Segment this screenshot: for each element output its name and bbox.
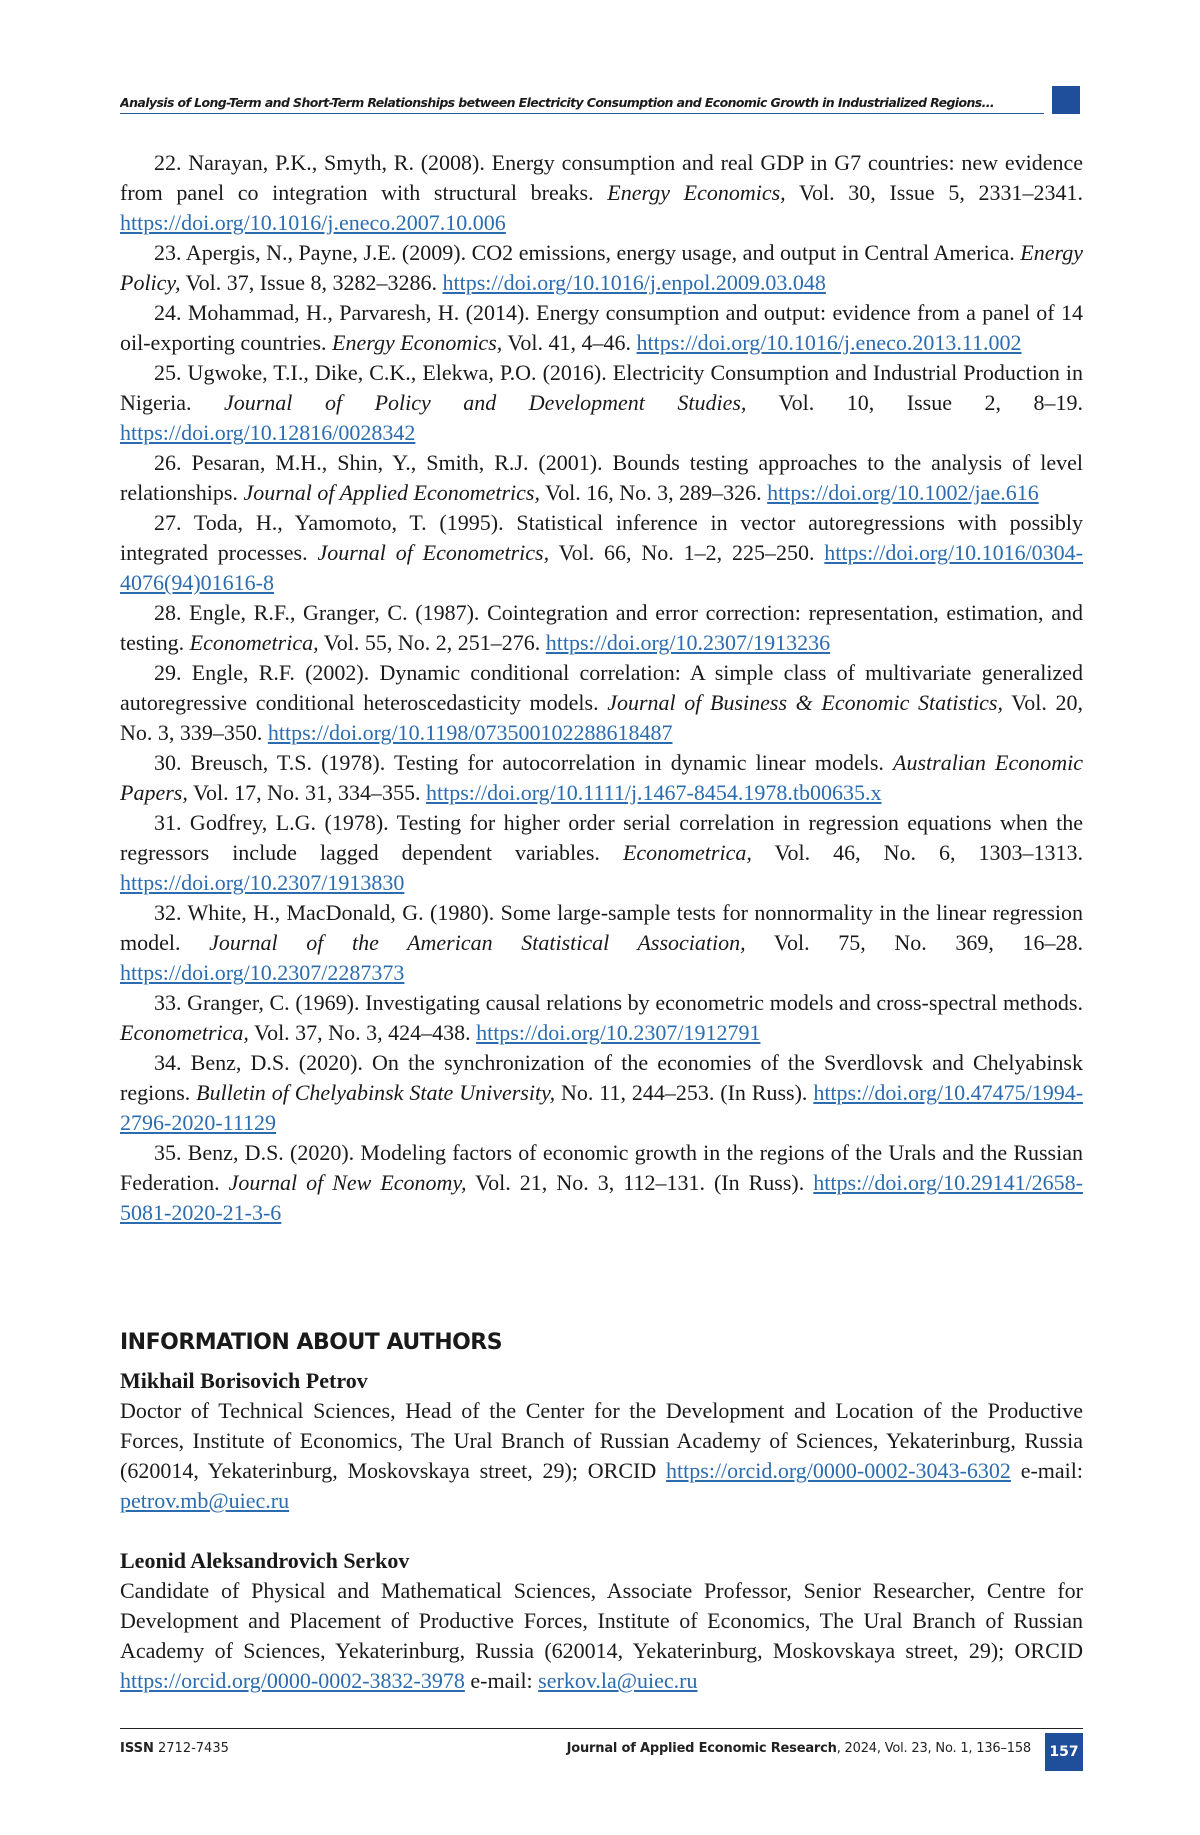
reference-authors-title: 34. Benz, D.S. (2020). On the synchronization of the economies of the Sverdlovsk and Chelyabinsk regions. — [120, 1050, 1083, 1105]
reference-journal: Journal of Business & Economic Statistics, — [607, 690, 1003, 715]
authors-section-heading: INFORMATION ABOUT AUTHORS — [120, 1330, 502, 1355]
reference-journal: Journal of the American Statistical Association, — [209, 930, 746, 955]
reference-journal: Journal of Applied Econometrics, — [243, 480, 540, 505]
reference-authors-title: 30. Breusch, T.S. (1978). Testing for autocorrelation in dynamic linear models. — [154, 750, 884, 775]
reference-doi-link[interactable]: https://doi.org/10.1111/j.1467-8454.1978.tb00635.x — [426, 780, 882, 805]
reference-item — [120, 358, 1083, 448]
author-name: Mikhail Borisovich Petrov — [120, 1366, 1083, 1396]
reference-journal: Econometrica, — [120, 1020, 249, 1045]
reference-details: Vol. 55, No. 2, 251–276. — [324, 630, 541, 655]
reference-details: Vol. 10, Issue 2, 8–19. — [779, 390, 1083, 415]
page-number: 157 — [1045, 1733, 1083, 1771]
issn-label: ISSN — [120, 1741, 154, 1756]
journal-citation — [567, 1733, 1031, 1756]
reference-authors-title: 22. Narayan, P.K., Smyth, R. (2008). Energy consumption and real GDP in G7 countries: new evidence from panel co integration with structural breaks. — [120, 150, 1083, 205]
author-bio — [120, 1576, 1083, 1696]
reference-item — [120, 238, 1083, 298]
reference-journal: Australian Economic Papers, — [120, 750, 1083, 805]
author-bio-text: Doctor of Technical Sciences, Head of the Center for the Development and Location of the Productive Forces, Institute of Economics, The Ural Branch of Russian Academy of Sciences, Yekaterinburg, Russia (620014, Yekaterinburg, Moskovskaya street, 29); ORCID — [120, 1398, 1083, 1483]
reference-authors-title: 27. Toda, H., Yamomoto, T. (1995). Statistical inference in vector autoregressions with possibly integrated processes. — [120, 510, 1083, 565]
reference-details: Vol. 41, 4–46. — [507, 330, 631, 355]
reference-doi-link[interactable]: https://doi.org/10.1016/0304-4076(94)01616-8 — [120, 540, 1083, 595]
reference-doi-link[interactable]: https://doi.org/10.2307/1913830 — [120, 870, 404, 895]
reference-details: Vol. 37, Issue 8, 3282–3286. — [186, 270, 437, 295]
reference-authors-title: 24. Mohammad, H., Parvaresh, H. (2014). Energy consumption and output: evidence from a panel of 14 oil-exporting countries. — [120, 300, 1083, 355]
reference-journal: Journal of New Economy, — [229, 1170, 467, 1195]
author-name: Leonid Aleksandrovich Serkov — [120, 1546, 1083, 1576]
reference-journal: Econometrica, — [623, 840, 752, 865]
reference-item — [120, 808, 1083, 898]
reference-doi-link[interactable]: https://doi.org/10.2307/2287373 — [120, 960, 404, 985]
reference-doi-link[interactable]: https://doi.org/10.2307/1913236 — [546, 630, 830, 655]
reference-item — [120, 658, 1083, 748]
reference-journal: Energy Economics, — [332, 330, 502, 355]
journal-name: Journal of Applied Economic Research — [567, 1741, 837, 1756]
reference-journal: Econometrica, — [190, 630, 319, 655]
author-entry — [120, 1546, 1083, 1696]
email-link[interactable]: serkov.la@uiec.ru — [538, 1668, 697, 1693]
reference-details: Vol. 20, No. 3, 339–350. — [120, 690, 1083, 745]
reference-doi-link[interactable]: https://doi.org/10.1016/j.enpol.2009.03.048 — [442, 270, 825, 295]
reference-details: Vol. 66, No. 1–2, 225–250. — [559, 540, 815, 565]
email-link[interactable]: petrov.mb@uiec.ru — [120, 1488, 289, 1513]
reference-journal: Journal of Policy and Development Studies, — [224, 390, 746, 415]
running-header — [120, 86, 1080, 114]
author-bio-text: Candidate of Physical and Mathematical Sciences, Associate Professor, Senior Researcher, Centre for Development and Placement of Productive Forces, Institute of Economics, The Ural Branch of Russian Academy of Sciences, Yekaterinburg, Russia (620014, Yekaterinburg, Moskovskaya street, 29); ORCID — [120, 1578, 1083, 1663]
reference-item — [120, 1048, 1083, 1138]
reference-doi-link[interactable]: https://doi.org/10.47475/1994-2796-2020-11129 — [120, 1080, 1083, 1135]
reference-details: Vol. 75, No. 369, 16–28. — [774, 930, 1083, 955]
reference-doi-link[interactable]: https://doi.org/10.1016/j.eneco.2007.10.006 — [120, 210, 506, 235]
reference-authors-title: 32. White, H., MacDonald, G. (1980). Some large-sample tests for nonnormality in the linear regression model. — [120, 900, 1083, 955]
orcid-link[interactable]: https://orcid.org/0000-0002-3043-6302 — [666, 1458, 1011, 1483]
page-footer — [120, 1728, 1083, 1771]
header-accent-square — [1052, 86, 1080, 114]
reference-item — [120, 298, 1083, 358]
reference-item — [120, 988, 1083, 1048]
reference-details: Vol. 37, No. 3, 424–438. — [254, 1020, 471, 1045]
reference-item — [120, 1138, 1083, 1228]
issn — [120, 1733, 567, 1756]
author-entry — [120, 1366, 1083, 1516]
email-label: e-mail: — [1021, 1458, 1083, 1483]
reference-doi-link[interactable]: https://doi.org/10.29141/2658-5081-2020-21-3-6 — [120, 1170, 1083, 1225]
reference-doi-link[interactable]: https://doi.org/10.2307/1912791 — [476, 1020, 760, 1045]
reference-authors-title: 25. Ugwoke, T.I., Dike, C.K., Elekwa, P.O. (2016). Electricity Consumption and Industrial Production in Nigeria. — [120, 360, 1083, 415]
reference-doi-link[interactable]: https://doi.org/10.1016/j.eneco.2013.11.002 — [637, 330, 1022, 355]
reference-details: Vol. 21, No. 3, 112–131. (In Russ). — [475, 1170, 804, 1195]
reference-item — [120, 598, 1083, 658]
author-bio — [120, 1396, 1083, 1516]
reference-details: Vol. 16, No. 3, 289–326. — [545, 480, 762, 505]
reference-journal: Energy Policy, — [120, 240, 1083, 295]
reference-item — [120, 748, 1083, 808]
issn-number: 2712-7435 — [158, 1741, 229, 1756]
reference-authors-title: 35. Benz, D.S. (2020). Modeling factors of economic growth in the regions of the Urals and the Russian Federation. — [120, 1140, 1083, 1195]
reference-item — [120, 448, 1083, 508]
reference-doi-link[interactable]: https://doi.org/10.1198/073500102288618487 — [268, 720, 673, 745]
reference-item — [120, 508, 1083, 598]
reference-authors-title: 26. Pesaran, M.H., Shin, Y., Smith, R.J. (2001). Bounds testing approaches to the analysis of level relationships. — [120, 450, 1083, 505]
reference-details: Vol. 17, No. 31, 334–355. — [193, 780, 421, 805]
reference-journal: Energy Economics, — [607, 180, 785, 205]
reference-details: Vol. 46, No. 6, 1303–1313. — [774, 840, 1083, 865]
reference-journal: Bulletin of Chelyabinsk State University, — [196, 1080, 555, 1105]
reference-authors-title: 33. Granger, C. (1969). Investigating causal relations by econometric models and cross-spectral methods. — [154, 990, 1083, 1015]
reference-details: No. 11, 244–253. (In Russ). — [561, 1080, 807, 1105]
orcid-link[interactable]: https://orcid.org/0000-0002-3832-3978 — [120, 1668, 465, 1693]
reference-doi-link[interactable]: https://doi.org/10.1002/jae.616 — [767, 480, 1039, 505]
running-title: Analysis of Long-Term and Short-Term Relationships between Electricity Consumption and Economic Growth in Industrialized Regions... — [120, 95, 1044, 114]
reference-details: Vol. 30, Issue 5, 2331–2341. — [799, 180, 1083, 205]
reference-authors-title: 29. Engle, R.F. (2002). Dynamic conditional correlation: A simple class of multivariate generalized autoregressive conditional heteroscedasticity models. — [120, 660, 1083, 715]
reference-authors-title: 31. Godfrey, L.G. (1978). Testing for higher order serial correlation in regression equations when the regressors include lagged dependent variables. — [120, 810, 1083, 865]
reference-journal: Journal of Econometrics, — [317, 540, 549, 565]
reference-item — [120, 148, 1083, 238]
reference-doi-link[interactable]: https://doi.org/10.12816/0028342 — [120, 420, 415, 445]
reference-authors-title: 23. Apergis, N., Payne, J.E. (2009). CO2 emissions, energy usage, and output in Central America. — [154, 240, 1015, 265]
reference-authors-title: 28. Engle, R.F., Granger, C. (1987). Cointegration and error correction: representation, estimation, and testing. — [120, 600, 1083, 655]
journal-details: , 2024, Vol. 23, No. 1, 136–158 — [837, 1741, 1031, 1756]
reference-item — [120, 898, 1083, 988]
reference-list — [120, 148, 1083, 1228]
email-label: e-mail: — [470, 1668, 532, 1693]
